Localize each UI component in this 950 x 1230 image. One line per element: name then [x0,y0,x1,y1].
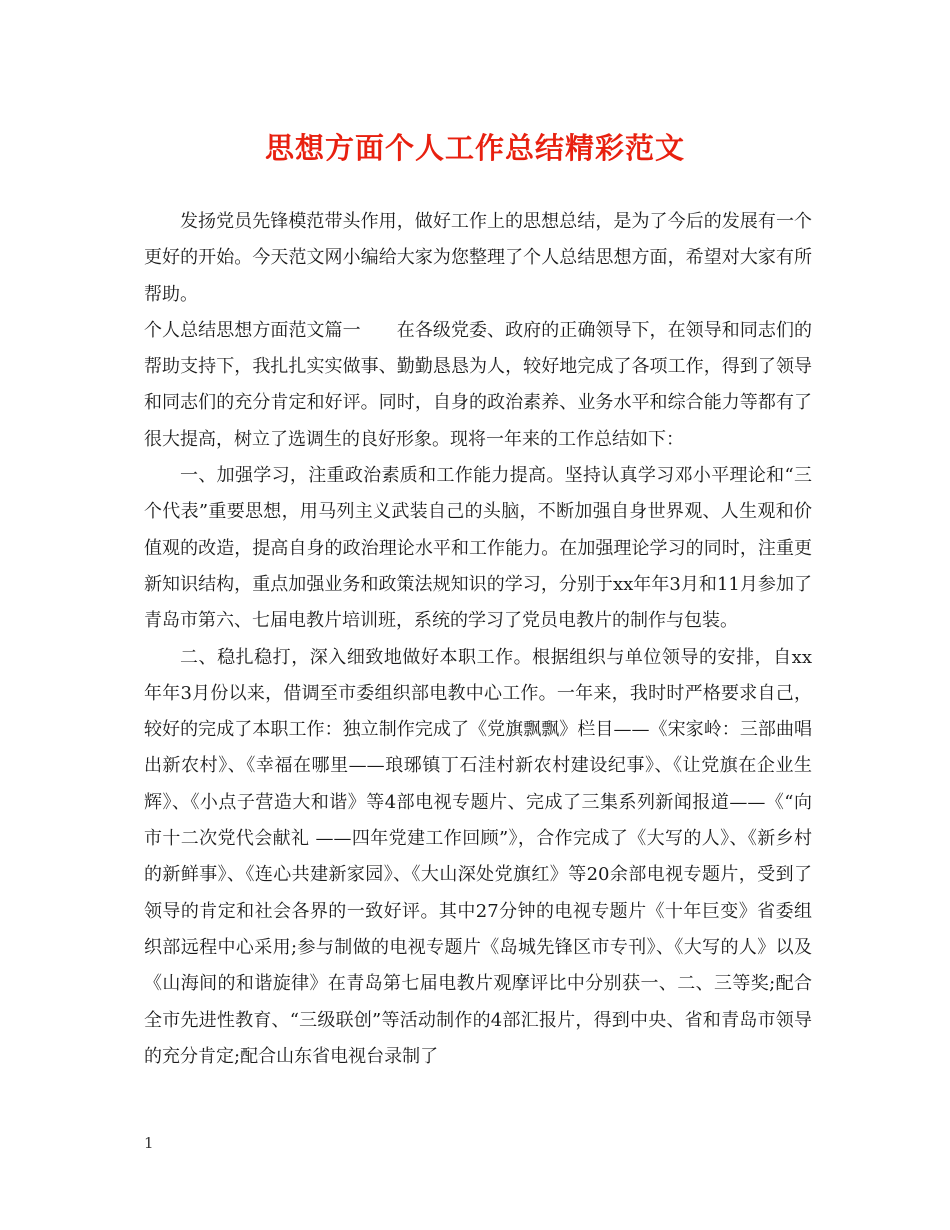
document-body [144,204,812,1075]
page-number: 1 [144,1134,154,1152]
study-paragraph: 一、加强学习，注重政治素质和工作能力提高。坚持认真学习邓小平理论和“三个代表”重要思想，用马列主义武装自己的头脑，不断加强自身世界观、人生观和价值观的改造，提高自身的政治理论水平和工作能力。在加强理论学习的同时，注重更新知识结构，重点加强业务和政策法规知识的学习，分别于xx年年3月和11月参加了青岛市第六、七届电教片培训班，系统的学习了党员电教片的制作与包装。 [144,465,812,632]
work-paragraph: 二、稳扎稳打，深入细致地做好本职工作。根据组织与单位领导的安排，自xx年年3月份以来，借调至市委组织部电教中心工作。一年来，我时时严格要求自己，较好的完成了本职工作：独立制作完成了《党旗飘飘》栏目——《宋家岭：三部曲唱出新农村》、《幸福在哪里——琅琊镇丁石洼村新农村建设纪事》、《让党旗在企业生辉》、《小点子营造大和谐》等4部电视专题片、完成了三集系列新闻报道——《“向市十二次党代会献礼 ——四年党建工作回顾”》，合作完成了《大写的人》、《新乡村的新鲜事》、《连心共建新家园》、《大山深处党旗红》等20余部电视专题片，受到了领导的肯定和社会各界的一致好评。其中27分钟的电视专题片《十年巨变》省委组织部远程中心采用;参与制做的电视专题片《岛城先锋区市专刊》、《大写的人》以及《山海间的和谐旋律》在青岛第七届电教片观摩评比中分别获一、二、三等奖;配合全市先进性教育、“三级联创”等活动制作的4部汇报片，得到中央、省和青岛市领导的充分肯定;配合山东省电视台录制了 [144,646,812,1067]
document-title: 思想方面个人工作总结精彩范文 [264,131,685,165]
intro-paragraph: 发扬党员先锋模范带头作用，做好工作上的思想总结，是为了今后的发展有一个更好的开始。今天范文网小编给大家为您整理了个人总结思想方面，希望对大家有所帮助。 [144,211,812,305]
section-one-paragraph: 个人总结思想方面范文篇一 在各级党委、政府的正确领导下，在领导和同志们的帮助支持下，我扎扎实实做事、勤勤恳恳为人，较好地完成了各项工作，得到了领导和同志们的充分肯定和好评。同时，自身的政治素养、业务水平和综合能力等都有了很大提高，树立了选调生的良好形象。现将一年来的工作总结如下： [144,319,812,450]
